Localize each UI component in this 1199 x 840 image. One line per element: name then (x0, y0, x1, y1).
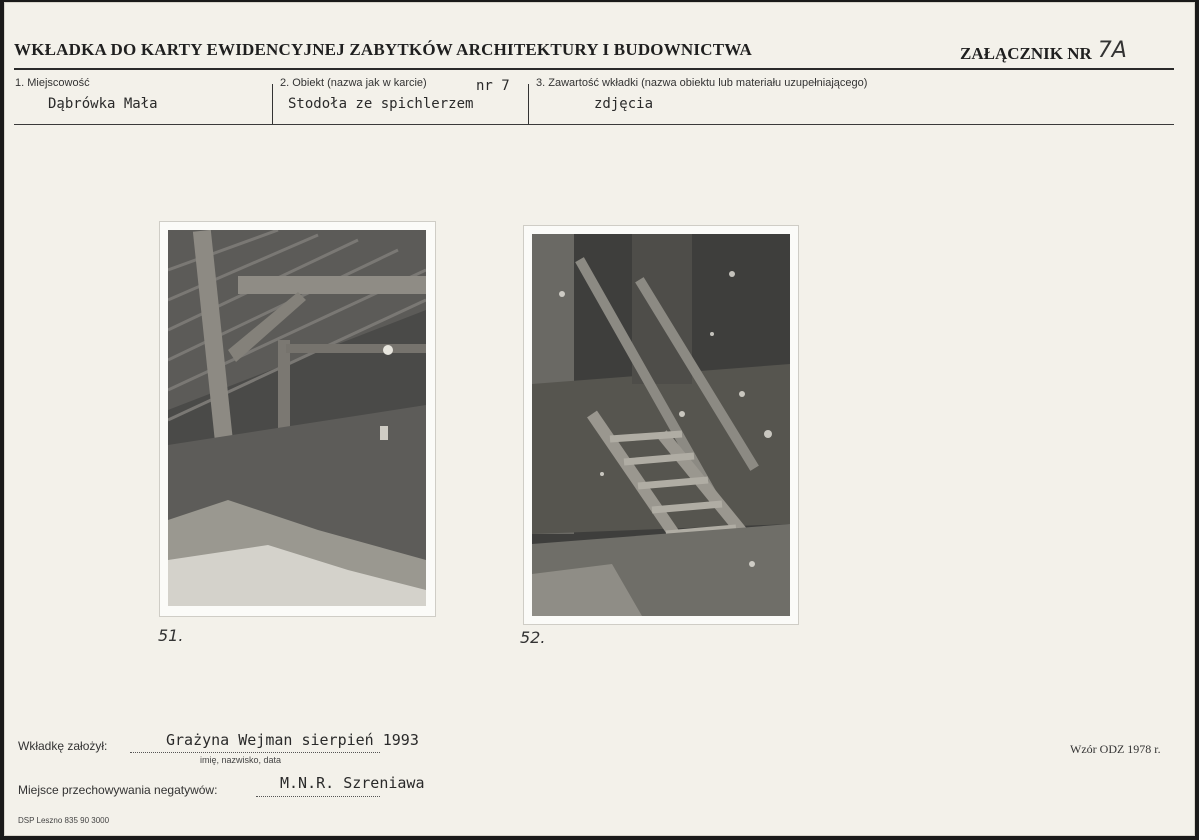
photo-caption: 51. (158, 626, 184, 645)
header-rule (14, 68, 1174, 70)
locality-label: 1. Miejscowość (15, 77, 90, 89)
created-by-hint: imię, nazwisko, data (200, 755, 282, 765)
created-by-line (130, 752, 380, 753)
printer-imprint: DSP Leszno 835 90 3000 (18, 816, 110, 825)
object-label: 2. Obiekt (nazwa jak w karcie) (280, 77, 427, 89)
field-separator (272, 84, 273, 124)
fields-rule (14, 124, 1174, 125)
attachment-label: ZAŁĄCZNIK NR (960, 44, 1092, 63)
photo-image (168, 230, 426, 606)
created-by-label: Wkładkę założył: (18, 739, 108, 753)
photo-attic-interior (160, 222, 435, 616)
photo-staircase (524, 226, 798, 624)
negatives-storage-label: Miejsce przechowywania negatywów: (18, 783, 218, 797)
field-separator (528, 84, 529, 124)
content-value: zdjęcia (594, 96, 654, 112)
attachment-value: 7A (1097, 38, 1127, 63)
negatives-storage-line (256, 796, 380, 797)
form-version: Wzór ODZ 1978 r. (1070, 742, 1161, 756)
photo-image (532, 234, 790, 616)
negatives-storage-value: M.N.R. Szreniawa (280, 774, 425, 792)
content-label: 3. Zawartość wkładki (nazwa obiektu lub materiału uzupełniającego) (536, 77, 868, 89)
locality-value: Dąbrówka Mała (48, 96, 158, 112)
object-number: nr 7 (476, 78, 510, 94)
photo-caption: 52. (520, 628, 546, 647)
attachment-number (960, 40, 1127, 65)
document-title: WKŁADKA DO KARTY EWIDENCYJNEJ ZABYTKÓW ARCHITEKTURY I BUDOWNICTWA (14, 40, 753, 59)
created-by-value: Grażyna Wejman sierpień 1993 (166, 731, 419, 749)
object-value: Stodoła ze spichlerzem (288, 96, 474, 112)
document-sheet (4, 2, 1195, 836)
